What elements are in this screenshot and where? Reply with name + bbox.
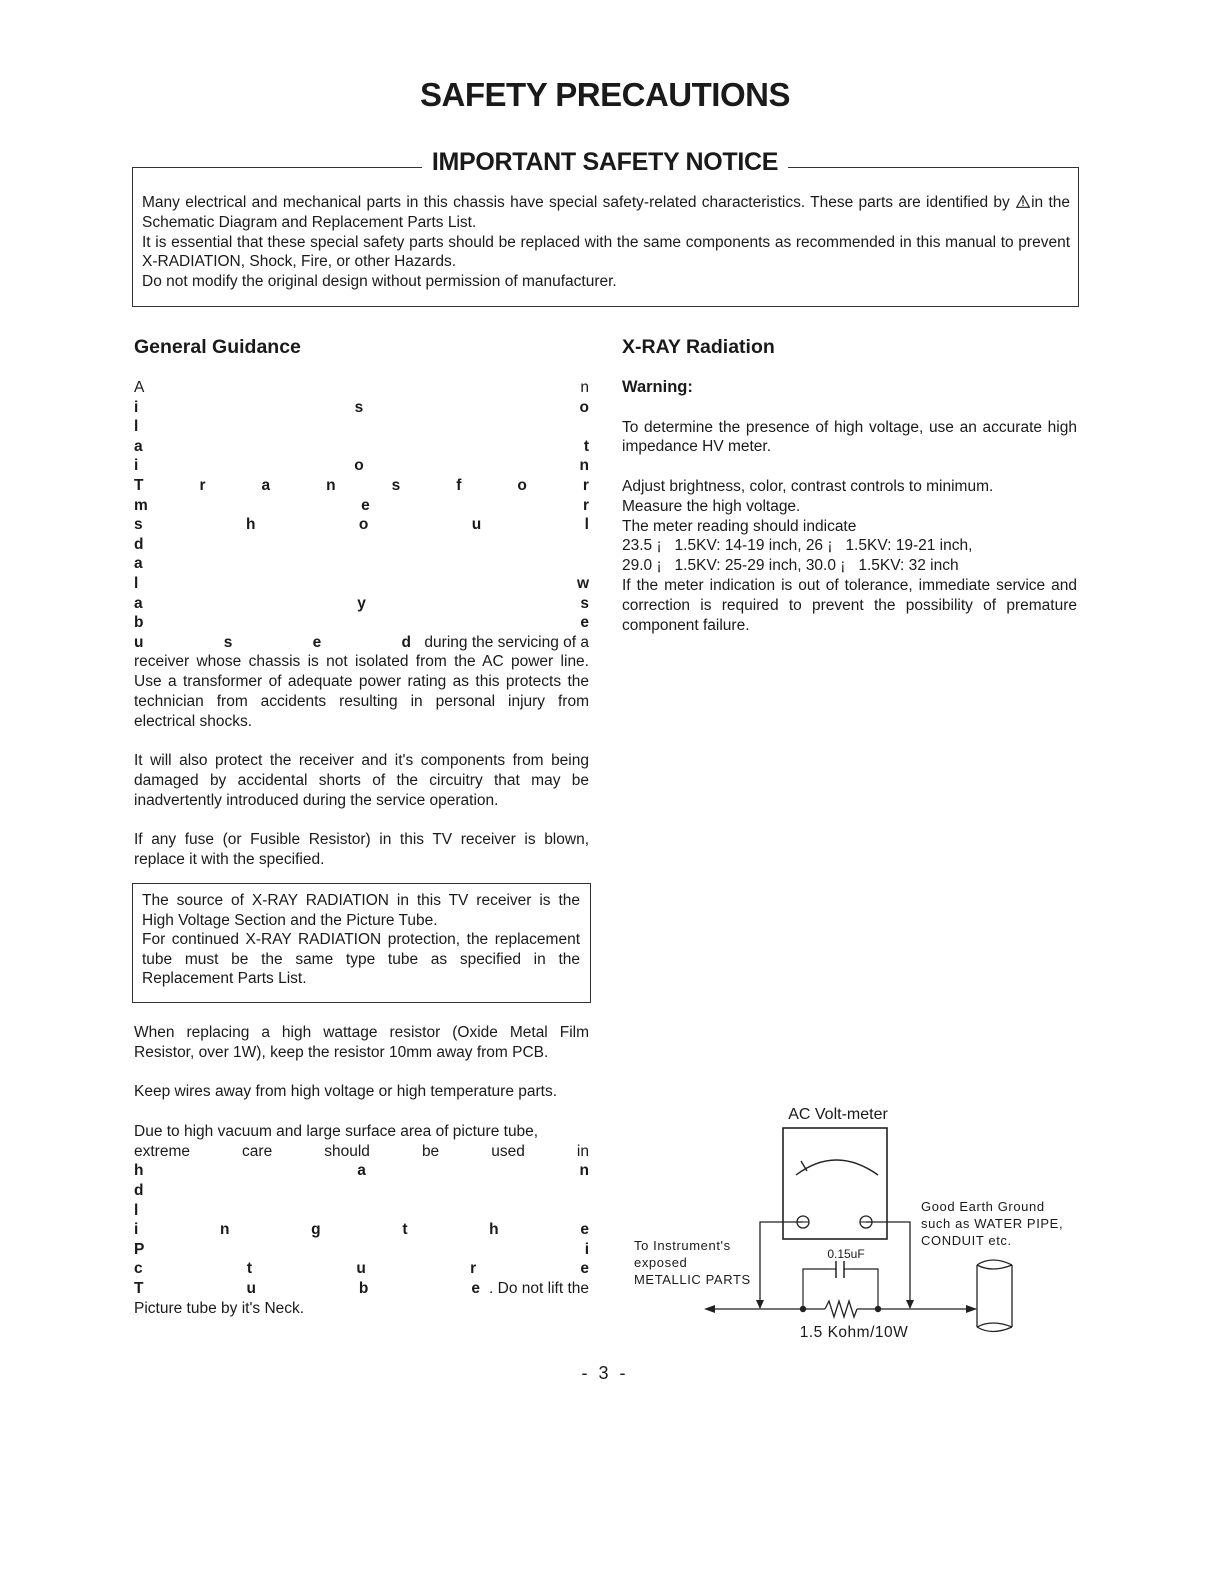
- spread-letter: t: [583, 437, 589, 455]
- general-guidance-body-2: [134, 1023, 589, 1318]
- spread-letter: y: [357, 594, 366, 612]
- spread-letter: a: [134, 555, 143, 573]
- notice-paragraph-1: [142, 193, 1070, 233]
- spread-row: [134, 417, 589, 437]
- xray-line: 23.5 ¡ 1.5KV: 14-19 inch, 26 ¡ 1.5KV: 19-21 inch,: [622, 537, 973, 555]
- xray-para-1: To determine the presence of high voltage, use an accurate high impedance HV meter.: [622, 418, 1077, 456]
- xray-box-line-1: The source of X-RAY RADIATION in this TV receiver is the High Voltage Section and the Picture Tube.: [142, 892, 580, 929]
- spread-letter: n: [326, 476, 336, 494]
- para6-spread-words: [134, 1142, 589, 1162]
- spread-letter: i: [134, 457, 139, 475]
- spread-letter: extreme: [134, 1142, 190, 1160]
- spread-letter: T: [134, 1279, 144, 1297]
- spread-letter: r: [582, 476, 589, 494]
- spread-letter: n: [579, 1162, 589, 1180]
- spread-letter: u: [356, 1260, 366, 1278]
- spread-letter: o: [517, 476, 527, 494]
- spread-letter: care: [242, 1142, 273, 1160]
- spread-row: [134, 594, 589, 614]
- spread-letter: n: [220, 1221, 230, 1239]
- spread-letter: n: [580, 379, 589, 396]
- spread-letter: s: [391, 476, 401, 494]
- ground-label-3: CONDUIT etc.: [921, 1233, 1012, 1248]
- spread-row: [134, 1181, 589, 1201]
- spread-letter: l: [134, 1201, 139, 1219]
- spread-letter: o: [579, 398, 589, 416]
- instrument-label-3: METALLIC PARTS: [634, 1272, 751, 1287]
- spread-row: [134, 476, 589, 496]
- spread-letter: e: [312, 633, 322, 651]
- spread-row: [134, 554, 589, 574]
- xray-line: 29.0 ¡ 1.5KV: 25-29 inch, 30.0 ¡ 1.5KV: 32 inch: [622, 557, 959, 575]
- para6-tail: . Do not lift the: [489, 1279, 589, 1297]
- general-para-5: Keep wires away from high voltage or high temperature parts.: [134, 1083, 558, 1101]
- spread-letter: l: [134, 418, 139, 436]
- spread-letter: i: [134, 1221, 139, 1239]
- spread-letter: s: [223, 633, 233, 651]
- spread-letter: h: [489, 1221, 499, 1239]
- spread-letter: g: [311, 1221, 321, 1239]
- spread-letter: o: [358, 516, 369, 534]
- xray-para-2: [622, 477, 1077, 576]
- xray-radiation-body: [622, 378, 1077, 635]
- instrument-label-1: To Instrument's: [634, 1238, 731, 1253]
- xray-source-text: [142, 891, 580, 989]
- spread-letter: s: [580, 594, 589, 612]
- spread-last-letters: [134, 633, 411, 653]
- spread-letter: i: [134, 398, 139, 416]
- ground-label-2: such as WATER PIPE,: [921, 1216, 1064, 1231]
- spread-letter: a: [134, 437, 143, 455]
- spread-letter: b: [134, 614, 144, 632]
- spread-row: [134, 398, 589, 418]
- general-para-6-end: Picture tube by it's Neck.: [134, 1299, 305, 1317]
- safety-notice-title: IMPORTANT SAFETY NOTICE: [422, 148, 788, 176]
- general-guidance-body: [134, 378, 589, 870]
- spread-letter: h: [134, 1162, 144, 1180]
- spread-letter: u: [246, 1279, 256, 1297]
- general-para-6-line-1: Due to high vacuum and large surface area of picture tube,: [134, 1122, 539, 1140]
- spread-text-block-1: [134, 378, 589, 633]
- general-para-3: If any fuse (or Fusible Resistor) in this TV receiver is blown, replace it with the specified.: [134, 831, 589, 869]
- wire-right: [866, 1222, 910, 1308]
- arrow-down-left: [756, 1300, 764, 1309]
- spread-letter: should: [324, 1142, 370, 1160]
- spread-letter: r: [199, 476, 206, 494]
- spread-text-block-2: [134, 1161, 589, 1279]
- junction-node: [800, 1306, 806, 1312]
- junction-node: [875, 1306, 881, 1312]
- spread-letter: l: [584, 516, 589, 534]
- general-para-4: When replacing a high wattage resistor (Oxide Metal Film Resistor, over 1W), keep the resistor 10mm away from PCB.: [134, 1024, 589, 1061]
- spread-letter: u: [134, 633, 144, 651]
- spread-letter: t: [402, 1221, 408, 1239]
- spread-last-letters-2: [134, 1279, 480, 1299]
- safety-notice-text: [142, 193, 1070, 292]
- spread-letter: h: [246, 516, 256, 534]
- spread-letter: e: [361, 496, 370, 514]
- spread-row: [134, 535, 589, 555]
- spread-last-line-2: [134, 1279, 589, 1299]
- spread-letter: e: [471, 1279, 480, 1297]
- notice-paragraph-2: It is essential that these special safety parts should be replaced with the same components as recommended in this manual to prevent X-RADIATION, Shock, Fire, or other Hazards.: [142, 233, 1070, 271]
- general-para-1-rest: receiver whose chassis is not isolated from the AC power line. Use a transformer of adequate power rating as this protects the technician from accidents resulting in personal injury from electrical shocks.: [134, 653, 589, 730]
- spread-letter: u: [471, 516, 482, 534]
- spread-letter: e: [580, 614, 589, 632]
- spread-letter: b: [358, 1279, 369, 1297]
- spread-letter: a: [357, 1162, 366, 1180]
- notice-line1b: in the Schematic Diagram and Replacement Parts List.: [142, 194, 1070, 231]
- xray-line: The meter reading should indicate: [622, 517, 857, 535]
- spread-letter: w: [576, 574, 589, 592]
- ground-label-1: Good Earth Ground: [921, 1199, 1045, 1214]
- spread-row: [134, 437, 589, 457]
- spread-row: [134, 456, 589, 476]
- water-pipe-icon: [977, 1260, 1012, 1332]
- spread-letter: t: [246, 1260, 253, 1278]
- spread-letter: d: [134, 535, 144, 553]
- spread-row: [134, 378, 589, 398]
- spread-row: [134, 1240, 589, 1260]
- capacitor-label: 0.15uF: [827, 1247, 865, 1261]
- xray-para-3: If the meter indication is out of tolerance, immediate service and correction is required to prevent the possibility of premature component failure.: [622, 576, 1077, 634]
- spread-letter: A: [134, 379, 145, 396]
- spread-letter: used: [491, 1142, 525, 1160]
- notice-line1a: Many electrical and mechanical parts in this chassis have special safety-related characteristics. These parts are identified by: [142, 194, 1010, 211]
- spread-letter: r: [582, 496, 589, 514]
- spread-letter: d: [134, 1181, 144, 1199]
- spread-last-line: [134, 633, 589, 653]
- spread-row: [134, 613, 589, 633]
- spread-letter: T: [134, 476, 144, 494]
- spread-letter: e: [580, 1260, 589, 1278]
- xray-line: Adjust brightness, color, contrast controls to minimum.: [622, 477, 994, 495]
- capacitor-gap: [830, 1260, 850, 1280]
- general-para-2: It will also protect the receiver and it's components from being damaged by accidental shorts of the circuitry that may be inadvertently introduced during the service operation.: [134, 752, 589, 809]
- spread-row: [134, 515, 589, 535]
- arrow-left-instrument: [704, 1305, 715, 1313]
- spread-row: [134, 496, 589, 516]
- spread-letter: l: [134, 574, 139, 592]
- para1-tail: during the servicing of a: [424, 633, 589, 651]
- spread-row: [134, 574, 589, 594]
- xray-box-line-2: For continued X-RAY RADIATION protection, the replacement tube must be the same type tube as specified in the Replacement Parts List.: [142, 931, 580, 988]
- warning-triangle-icon: [1016, 195, 1030, 208]
- instrument-label-2: exposed: [634, 1255, 688, 1270]
- spread-letter: s: [134, 516, 143, 534]
- spread-row: [134, 1161, 589, 1181]
- spread-row: [134, 1201, 589, 1221]
- spread-letter: in: [576, 1142, 589, 1160]
- leakage-test-diagram: [600, 1095, 1080, 1350]
- spread-letter: c: [134, 1260, 143, 1278]
- safety-notice-title-wrap: [0, 148, 1210, 177]
- xray-radiation-heading: X-RAY Radiation: [622, 336, 775, 358]
- general-guidance-heading: General Guidance: [134, 336, 301, 358]
- spread-letter: s: [354, 398, 364, 416]
- spread-letter: a: [261, 476, 271, 494]
- spread-letter: o: [354, 457, 364, 475]
- spread-letter: m: [134, 496, 148, 514]
- spread-row: [134, 1220, 589, 1240]
- meter-scale-arc: [796, 1160, 878, 1175]
- warning-label: Warning:: [622, 378, 693, 396]
- wire-left: [760, 1222, 803, 1308]
- arrow-right-ground: [966, 1305, 977, 1313]
- spread-letter: f: [456, 476, 462, 494]
- spread-letter: r: [470, 1260, 477, 1278]
- spread-letter: i: [584, 1240, 589, 1258]
- arrow-down-right: [906, 1300, 914, 1309]
- spread-letter: n: [579, 457, 589, 475]
- spread-letter: a: [134, 594, 143, 612]
- spread-letter: be: [421, 1142, 440, 1160]
- spread-letter: e: [580, 1221, 589, 1239]
- notice-paragraph-3: Do not modify the original design without permission of manufacturer.: [142, 273, 617, 291]
- spread-letter: d: [401, 633, 411, 651]
- page-title: SAFETY PRECAUTIONS: [420, 76, 790, 113]
- meter-label: AC Volt-meter: [788, 1106, 888, 1123]
- xray-line: Measure the high voltage.: [622, 497, 801, 515]
- page-number: - 3 -: [581, 1363, 629, 1383]
- spread-row: [134, 1259, 589, 1279]
- spread-letter: P: [134, 1240, 145, 1258]
- resistor-label: 1.5 Kohm/10W: [799, 1324, 909, 1341]
